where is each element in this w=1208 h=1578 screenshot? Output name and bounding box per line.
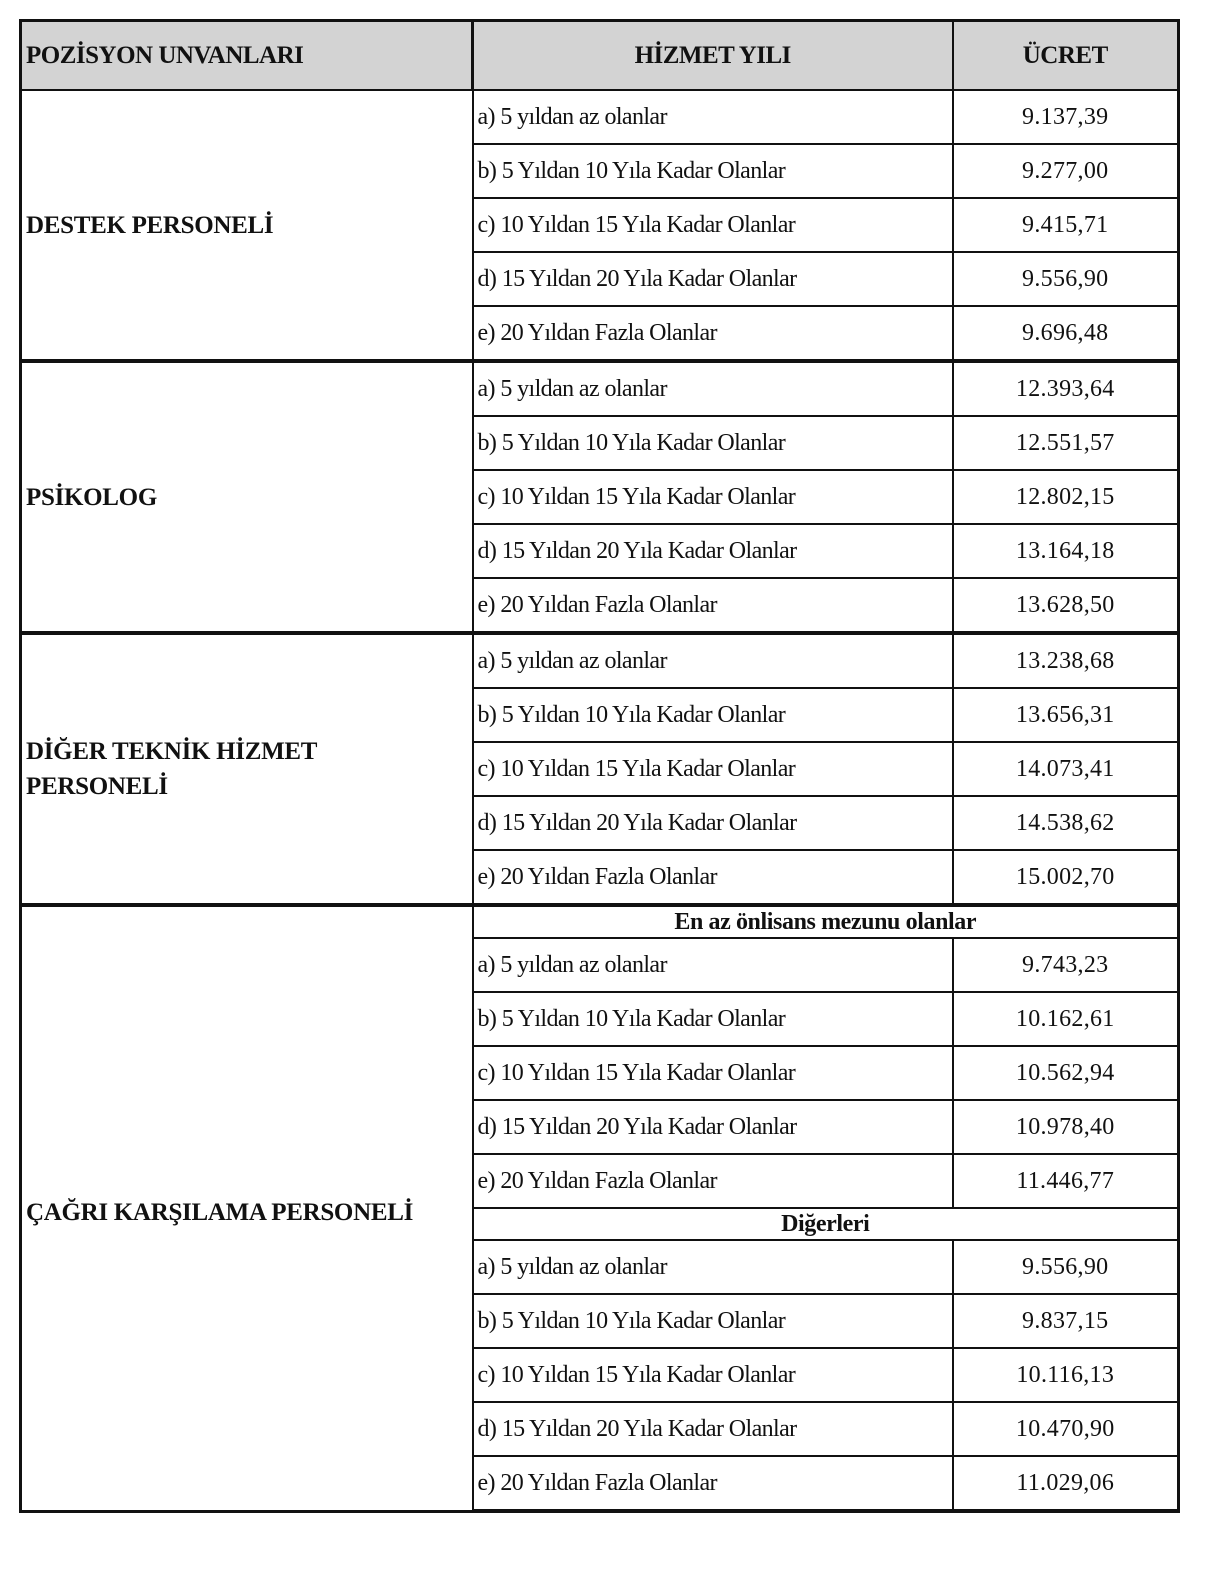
service-year-cell: b) 5 Yıldan 10 Yıla Kadar Olanlar bbox=[473, 992, 953, 1046]
wage-cell: 12.802,15 bbox=[953, 470, 1179, 524]
header-row bbox=[21, 21, 1179, 91]
group-title: PSİKOLOG bbox=[21, 361, 473, 633]
service-year-cell: a) 5 yıldan az olanlar bbox=[473, 1240, 953, 1294]
wage-cell: 9.277,00 bbox=[953, 144, 1179, 198]
wage-cell: 10.978,40 bbox=[953, 1100, 1179, 1154]
table-row bbox=[21, 361, 1179, 416]
service-year-cell: c) 10 Yıldan 15 Yıla Kadar Olanlar bbox=[473, 742, 953, 796]
wage-cell: 13.238,68 bbox=[953, 633, 1179, 688]
service-year-cell: a) 5 yıldan az olanlar bbox=[473, 90, 953, 144]
group-title-line-2: PERSONELİ bbox=[26, 773, 168, 800]
wage-cell: 11.029,06 bbox=[953, 1456, 1179, 1511]
wage-cell: 10.470,90 bbox=[953, 1402, 1179, 1456]
wage-cell: 9.556,90 bbox=[953, 252, 1179, 306]
wage-cell: 9.415,71 bbox=[953, 198, 1179, 252]
service-year-cell: d) 15 Yıldan 20 Yıla Kadar Olanlar bbox=[473, 1402, 953, 1456]
wage-cell: 10.116,13 bbox=[953, 1348, 1179, 1402]
wage-table bbox=[19, 19, 1180, 1513]
service-year-cell: a) 5 yıldan az olanlar bbox=[473, 938, 953, 992]
group-title: ÇAĞRI KARŞILAMA PERSONELİ bbox=[21, 905, 473, 1511]
wage-cell: 9.837,15 bbox=[953, 1294, 1179, 1348]
table-row bbox=[21, 90, 1179, 144]
group-title: DESTEK PERSONELİ bbox=[21, 90, 473, 361]
wage-cell: 9.743,23 bbox=[953, 938, 1179, 992]
wage-cell: 14.538,62 bbox=[953, 796, 1179, 850]
wage-cell: 13.656,31 bbox=[953, 688, 1179, 742]
service-year-cell: d) 15 Yıldan 20 Yıla Kadar Olanlar bbox=[473, 252, 953, 306]
group-destek-personeli bbox=[21, 90, 1179, 361]
wage-cell: 13.164,18 bbox=[953, 524, 1179, 578]
service-year-cell: a) 5 yıldan az olanlar bbox=[473, 361, 953, 416]
wage-cell: 10.562,94 bbox=[953, 1046, 1179, 1100]
service-year-cell: b) 5 Yıldan 10 Yıla Kadar Olanlar bbox=[473, 688, 953, 742]
service-year-cell: d) 15 Yıldan 20 Yıla Kadar Olanlar bbox=[473, 1100, 953, 1154]
service-year-cell: b) 5 Yıldan 10 Yıla Kadar Olanlar bbox=[473, 1294, 953, 1348]
wage-cell: 12.551,57 bbox=[953, 416, 1179, 470]
group-diger-teknik-hizmet-personeli bbox=[21, 633, 1179, 905]
group-cagri-karsilama-personeli bbox=[21, 905, 1179, 1511]
service-year-cell: b) 5 Yıldan 10 Yıla Kadar Olanlar bbox=[473, 144, 953, 198]
wage-cell: 12.393,64 bbox=[953, 361, 1179, 416]
group-title-line-1: DİĞER TEKNİK HİZMET bbox=[26, 738, 318, 765]
subgroup-label: Diğerleri bbox=[473, 1208, 1179, 1240]
service-year-cell: c) 10 Yıldan 15 Yıla Kadar Olanlar bbox=[473, 198, 953, 252]
group-psikolog bbox=[21, 361, 1179, 633]
service-year-cell: c) 10 Yıldan 15 Yıla Kadar Olanlar bbox=[473, 1046, 953, 1100]
service-year-cell: e) 20 Yıldan Fazla Olanlar bbox=[473, 850, 953, 905]
service-year-cell: d) 15 Yıldan 20 Yıla Kadar Olanlar bbox=[473, 524, 953, 578]
header-service-year: HİZMET YILI bbox=[473, 21, 953, 91]
wage-cell: 11.446,77 bbox=[953, 1154, 1179, 1208]
service-year-cell: d) 15 Yıldan 20 Yıla Kadar Olanlar bbox=[473, 796, 953, 850]
subgroup-header-row bbox=[21, 905, 1179, 938]
wage-cell: 15.002,70 bbox=[953, 850, 1179, 905]
table-header bbox=[21, 21, 1179, 91]
service-year-cell: b) 5 Yıldan 10 Yıla Kadar Olanlar bbox=[473, 416, 953, 470]
wage-cell: 9.696,48 bbox=[953, 306, 1179, 361]
service-year-cell: e) 20 Yıldan Fazla Olanlar bbox=[473, 1154, 953, 1208]
header-position: POZİSYON UNVANLARI bbox=[21, 21, 473, 91]
service-year-cell: a) 5 yıldan az olanlar bbox=[473, 633, 953, 688]
table-row bbox=[21, 633, 1179, 688]
wage-cell: 9.556,90 bbox=[953, 1240, 1179, 1294]
service-year-cell: c) 10 Yıldan 15 Yıla Kadar Olanlar bbox=[473, 470, 953, 524]
service-year-cell: e) 20 Yıldan Fazla Olanlar bbox=[473, 1456, 953, 1511]
service-year-cell: c) 10 Yıldan 15 Yıla Kadar Olanlar bbox=[473, 1348, 953, 1402]
wage-cell: 10.162,61 bbox=[953, 992, 1179, 1046]
wage-cell: 14.073,41 bbox=[953, 742, 1179, 796]
header-wage: ÜCRET bbox=[953, 21, 1179, 91]
wage-cell: 13.628,50 bbox=[953, 578, 1179, 633]
wage-cell: 9.137,39 bbox=[953, 90, 1179, 144]
subgroup-label: En az önlisans mezunu olanlar bbox=[473, 905, 1179, 938]
group-title bbox=[21, 633, 473, 905]
service-year-cell: e) 20 Yıldan Fazla Olanlar bbox=[473, 306, 953, 361]
service-year-cell: e) 20 Yıldan Fazla Olanlar bbox=[473, 578, 953, 633]
